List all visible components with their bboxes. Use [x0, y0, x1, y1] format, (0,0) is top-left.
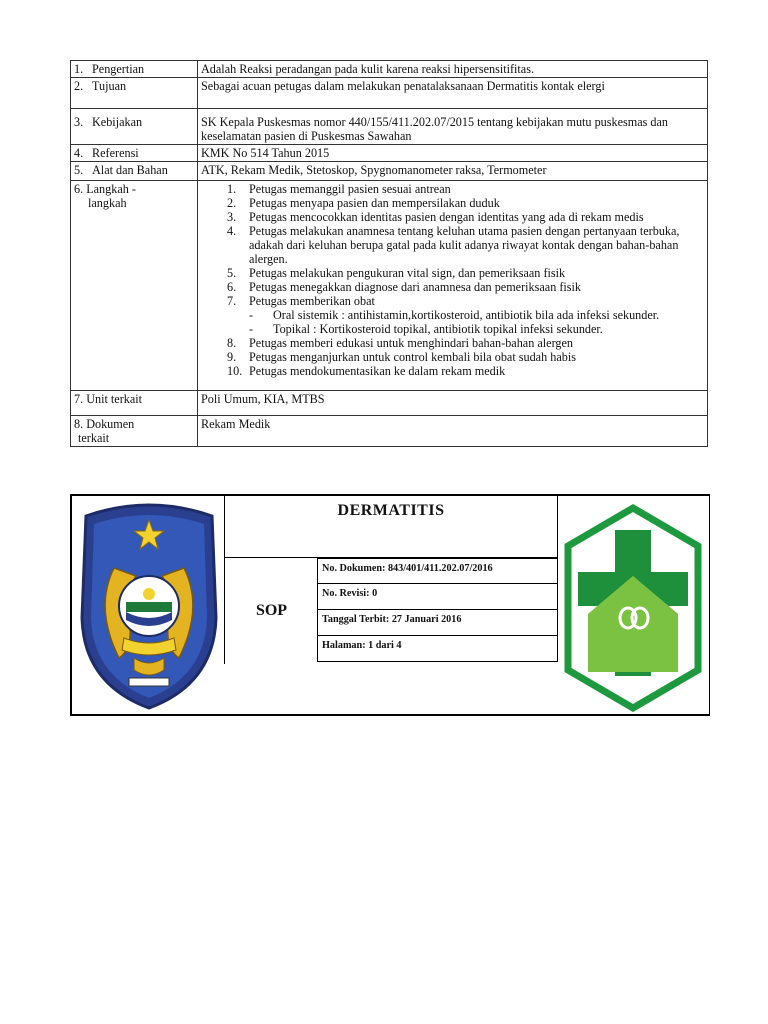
table-row [71, 162, 708, 181]
document-title: DERMATITIS [337, 502, 445, 519]
list-item: - Topikal : Kortikosteroid topikal, antibiotik topikal infeksi sekunder. [249, 322, 603, 336]
list-item: 7. Petugas memberikan obat - Oral sistemik : antihistamin,kortikosteroid, antibiotik bila ada infeksi sekunder. - Topikal : Kortikosteroid topikal, antibiotik topikal infeksi sekunder. [205, 294, 704, 336]
row-number: 5. [74, 163, 84, 177]
row-value-pengertian: Adalah Reaksi peradangan pada kulit karena reaksi hipersensitifitas. [198, 61, 708, 78]
document-title-box [224, 496, 558, 558]
row-value-referensi: KMK No 514 Tahun 2015 [198, 145, 708, 162]
table-row [71, 61, 708, 78]
puskesmas-green-cross-logo-icon [558, 498, 708, 712]
list-item: 10. Petugas mendokumentasikan ke dalam rekam medik [227, 364, 506, 378]
no-dokumen: No. Dokumen: 843/401/411.202.07/2016 [317, 558, 558, 584]
row-value-tujuan: Sebagai acuan petugas dalam melakukan penatalaksanaan Dermatitis kontak elergi [198, 78, 708, 109]
row-label-alat-bahan: Alat dan Bahan [92, 163, 168, 177]
row-number: 1. [74, 62, 84, 76]
row-label-pengertian: Pengertian [92, 62, 145, 76]
list-item: 4. Petugas melakukan anamnesa tentang keluhan utama pasien dengan pertanyaan terbuka, adakah dari keluhan berupa gatal pada kulit adanya riwayat kontak dengan bahan-bahan alergen. [227, 224, 680, 266]
halaman: Halaman: 1 dari 4 [317, 636, 558, 662]
list-item: 5. Petugas melakukan pengukuran vital sign, dan pemeriksaan fisik [227, 266, 566, 280]
table-row [71, 78, 708, 109]
medication-sublist [249, 308, 704, 336]
no-revisi: No. Revisi: 0 [317, 584, 558, 610]
regional-crest-emblem-icon [74, 498, 224, 712]
row-label-dokumen: 8. Dokumen [74, 417, 135, 431]
tanggal-terbit: Tanggal Terbit: 27 Januari 2016 [317, 610, 558, 636]
row-value-alat-bahan: ATK, Rekam Medik, Stetoskop, Spygnomanometer raksa, Termometer [198, 162, 708, 181]
list-item: 6. Petugas menegakkan diagnose dari anamnesa dan pemeriksaan fisik [227, 280, 581, 294]
sop-label: SOP [255, 602, 288, 619]
sop-content-table [70, 60, 708, 447]
sop-label-box [224, 558, 318, 664]
row-value-unit-terkait: Poli Umum, KIA, MTBS [198, 391, 708, 416]
table-row [71, 145, 708, 162]
row-label-kebijakan: Kebijakan [92, 115, 143, 129]
table-row [71, 181, 708, 391]
list-item: 1. Petugas memanggil pasien sesuai antrean [227, 182, 451, 196]
row-label-unit-terkait: 7. Unit terkait [71, 391, 198, 416]
list-item: 8. Petugas memberi edukasi untuk menghindari bahan-bahan alergen [227, 336, 573, 350]
list-item: 2. Petugas menyapa pasien dan mempersilakan duduk [227, 196, 500, 210]
row-label-langkah: 6. Langkah - [74, 182, 136, 196]
list-item: 9. Petugas menganjurkan untuk control kembali bila obat sudah habis [227, 350, 576, 364]
document-info-grid [317, 558, 558, 662]
row-value-dokumen: Rekam Medik [198, 416, 708, 447]
row-label-dokumen-cont: terkait [78, 431, 110, 445]
list-item: - Oral sistemik : antihistamin,kortikosteroid, antibiotik bila ada infeksi sekunder. [249, 308, 660, 322]
list-item: 3. Petugas mencocokkan identitas pasien dengan identitas yang ada di rekam medis [227, 210, 644, 224]
row-label-referensi: Referensi [92, 146, 139, 160]
row-number: 4. [74, 146, 84, 160]
row-number: 3. [74, 115, 84, 129]
row-number: 2. [74, 79, 84, 93]
row-label-tujuan: Tujuan [92, 79, 127, 93]
table-row [71, 109, 708, 145]
steps-list [201, 182, 704, 378]
row-value-kebijakan: SK Kepala Puskesmas nomor 440/155/411.202.07/2015 tentang kebijakan mutu puskesmas dan keselamatan pasien di Puskesmas Sawahan [198, 109, 708, 145]
table-row [71, 416, 708, 447]
row-label-langkah-cont: langkah [88, 196, 127, 210]
sop-header-block [70, 494, 710, 716]
table-row [71, 391, 708, 416]
